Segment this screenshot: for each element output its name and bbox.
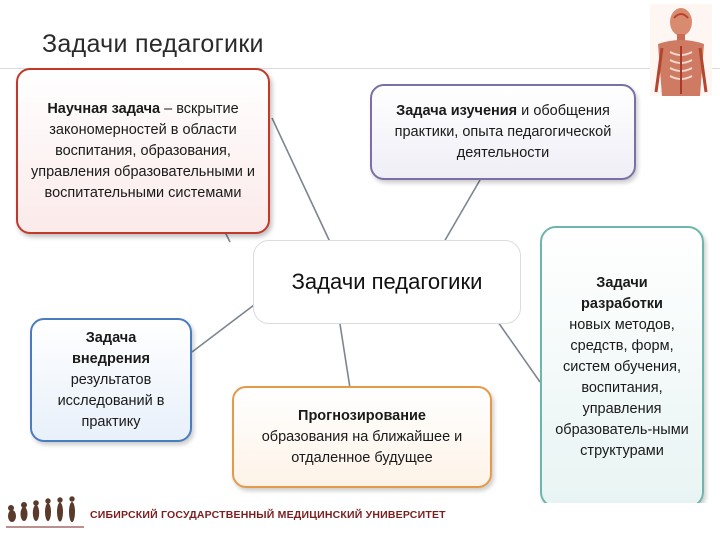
forecasting-task-box — [232, 386, 492, 488]
implementation-task-text: результатов исследований в практику — [57, 371, 165, 430]
implementation-task-title-line2: внедрения — [72, 350, 150, 367]
development-task-title-line2: разработки — [581, 295, 663, 312]
research-task-text: – вскрытие закономерностей в области воспитания, образования, управления образовательными и воспитательными системами — [31, 100, 255, 201]
connector-implement — [192, 302, 258, 352]
development-task-box — [540, 226, 704, 508]
study-task-text: и обобщения практики, опыта педагогической деятельности — [394, 102, 612, 161]
connector-study — [444, 180, 480, 242]
implementation-task-title-line1: Задача — [85, 329, 137, 346]
implementation-task-box — [30, 318, 192, 442]
university-name: СИБИРСКИЙ ГОСУДАРСТВЕННЫЙ МЕДИЦИНСКИЙ УНИВЕРСИТЕТ — [90, 509, 446, 521]
study-task-title: Задача изучения — [396, 102, 518, 119]
connector-develop — [498, 322, 540, 382]
development-task-title-line1: Задачи — [596, 274, 648, 291]
forecasting-task-title: Прогнозирование — [298, 407, 426, 424]
forecasting-task-text: образования на ближайшее и отдаленное будущее — [261, 428, 463, 466]
study-task-box — [370, 84, 636, 180]
human-evolution-icon — [6, 494, 84, 528]
research-task-title: Научная задача — [47, 100, 161, 117]
development-task-text: новых методов, средств, форм, систем обучения, воспитания, управления образователь-ными структурами — [555, 316, 689, 459]
central-topic-label: Задачи педагогики — [291, 269, 483, 294]
connector-forecast — [340, 324, 350, 388]
research-task-box — [16, 68, 270, 234]
central-topic-box — [253, 240, 521, 324]
slide-title: Задачи педагогики — [42, 30, 264, 58]
connector-research — [272, 118, 330, 242]
